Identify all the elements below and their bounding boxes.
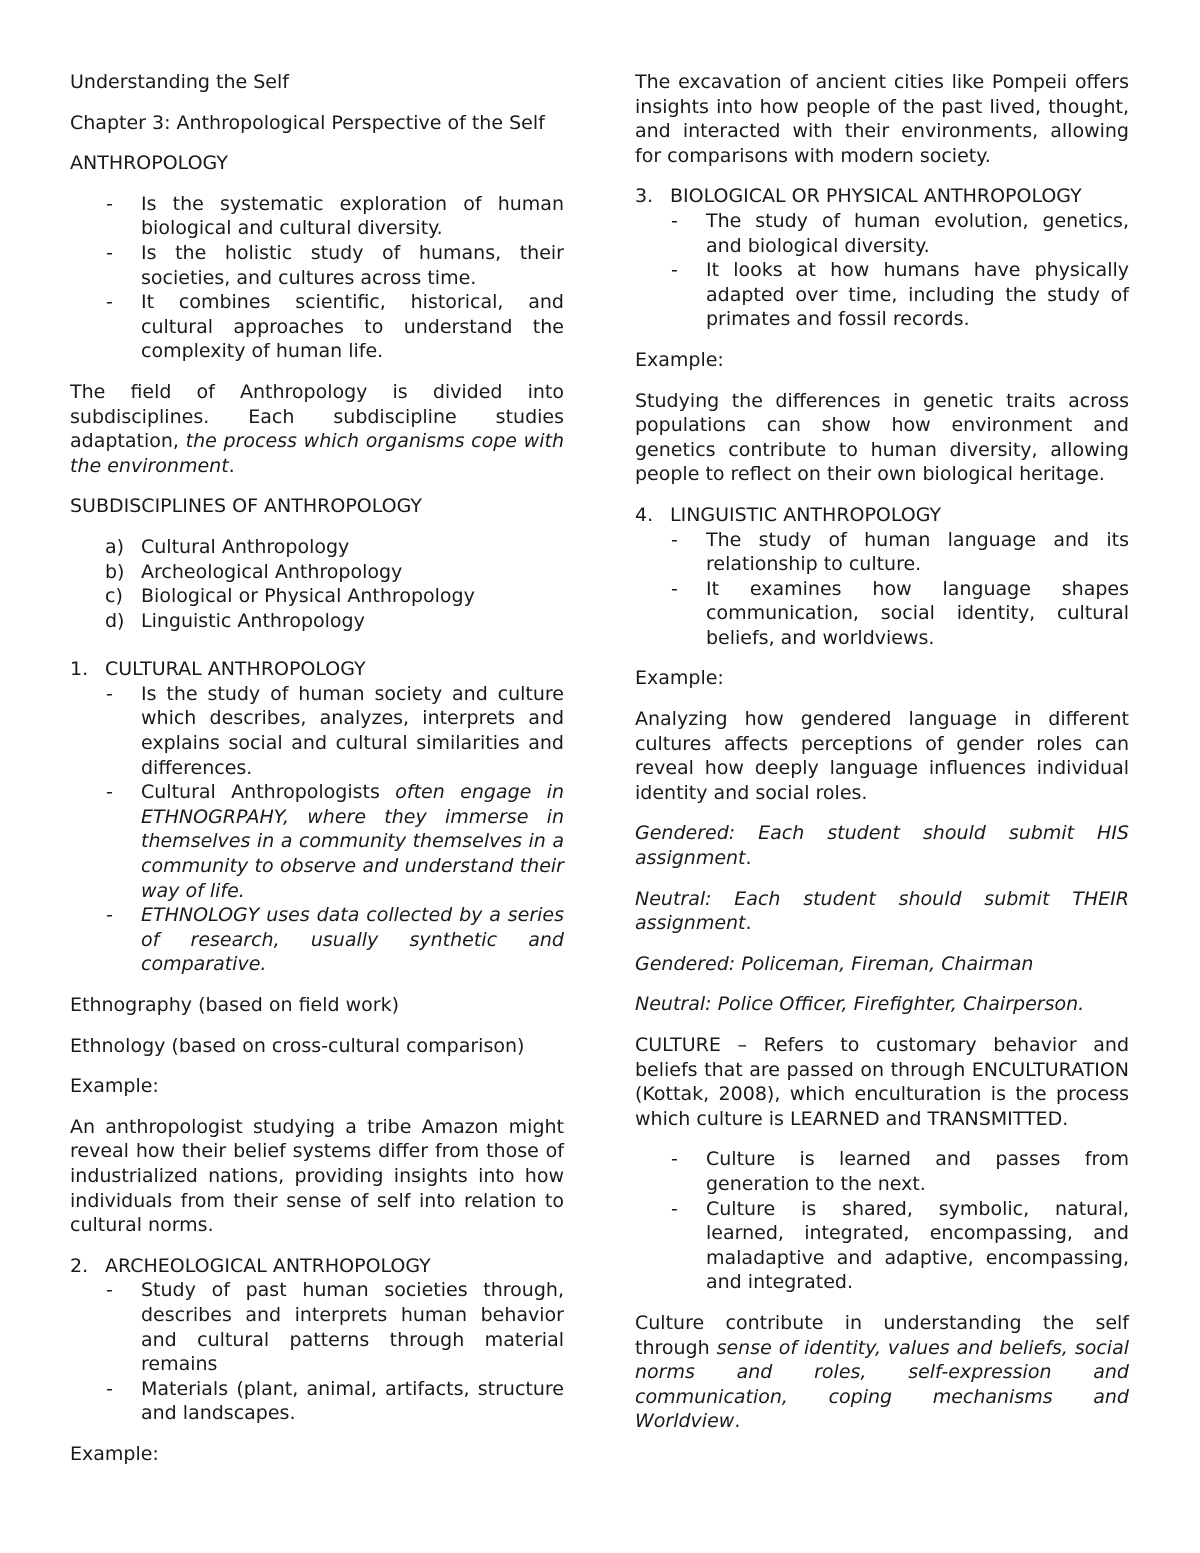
section-cultural xyxy=(70,657,564,977)
section-heading: ARCHEOLOGICAL ANTRHOPOLOGY xyxy=(105,1254,431,1277)
field-end: . xyxy=(228,454,235,477)
biological-points xyxy=(670,209,1129,332)
field-paragraph xyxy=(70,380,564,478)
ethnology-line: Ethnology (based on cross-cultural comparison) xyxy=(70,1034,525,1057)
ethnography-line: Ethnography (based on field work) xyxy=(70,994,400,1016)
list-item: - The study of human language and its relationship to culture. xyxy=(635,528,1129,577)
paragraph-end: . xyxy=(734,1410,741,1433)
example-end: . xyxy=(745,847,752,870)
section-heading: CULTURAL ANTHROPOLOGY xyxy=(105,658,366,681)
list-item: b) Archeological Anthropology xyxy=(70,560,564,585)
section-linguistic xyxy=(635,503,1129,651)
field-text: The field of Anthropology is divided into subdisciplines. Each subdiscipline studies adaptation, xyxy=(70,380,564,453)
list-item: - Study of past human societies through, describes and interprets human behavior and cultural patterns through material remains xyxy=(70,1278,564,1376)
paragraph-italic-text: sense of identity, values and beliefs, social norms and roles, self-expression and communication, coping mechanisms and Worldview xyxy=(635,1336,1129,1433)
section-heading: BIOLOGICAL OR PHYSICAL ANTHROPOLOGY xyxy=(670,185,1082,208)
section-heading: LINGUISTIC ANTHROPOLOGY xyxy=(670,503,942,526)
list-item: - Is the study of human society and culture which describes, analyzes, interprets and explains social and cultural similarities and differences. xyxy=(70,682,564,780)
example-label: Example: xyxy=(70,1075,159,1098)
example-text: Gendered: Each student should submit HIS assignment xyxy=(635,822,1129,870)
point-text: Cultural Anthropologists xyxy=(141,781,380,804)
section-number: 1. xyxy=(70,658,89,681)
list-item: - ETHNOLOGY uses data collected by a series of research, usually synthetic and comparative. xyxy=(70,903,564,977)
example-paragraph: An anthropologist studying a tribe Amazon might reveal how their belief systems differ from those of industrialized nations, providing insights into how individuals from their sense of self into relation to cultural norms. xyxy=(70,1115,564,1237)
list-item: - It looks at how humans have physically adapted over time, including the study of primates and fossil records. xyxy=(635,258,1129,332)
list-item: - Is the systematic exploration of human biological and cultural diversity. xyxy=(70,192,564,241)
culture-points xyxy=(635,1147,1129,1295)
section-item xyxy=(635,184,1129,332)
linguistic-points xyxy=(670,528,1129,651)
gendered-example-2: Gendered: Policeman, Fireman, Chairman xyxy=(635,952,1034,975)
right-column xyxy=(635,70,1129,1450)
gendered-example-1 xyxy=(635,821,1129,870)
section-item xyxy=(635,503,1129,651)
list-item: d) Linguistic Anthropology xyxy=(70,609,564,634)
list-item: - Culture is learned and passes from generation to the next. xyxy=(635,1147,1129,1196)
pompeii-paragraph: The excavation of ancient cities like Pompeii offers insights into how people of the past lived, thought, and interacted with their environments, allowing for comparisons with modern society. xyxy=(635,71,1129,167)
field-italic-text: the process which organisms cope with the environment xyxy=(70,430,564,477)
list-item: - Is the holistic study of humans, their societies, and cultures across time. xyxy=(70,241,564,290)
anthropology-definition-list xyxy=(70,192,564,364)
archeological-points xyxy=(105,1278,564,1426)
culture-definition-paragraph: CULTURE – Refers to customary behavior and beliefs that are passed on through ENCULTURATION (Kottak, 2008), which enculturation is the process which culture is LEARNED and TRANSMITTED. xyxy=(635,1034,1129,1130)
list-item: - Culture is shared, symbolic, natural, learned, integrated, encompassing, and maladaptive and adaptive, encompassing, and integrated. xyxy=(635,1197,1129,1295)
culture-self-paragraph xyxy=(635,1311,1129,1434)
example-label: Example: xyxy=(635,348,724,371)
biological-example-paragraph: Studying the differences in genetic traits across populations can show how environment and genetics contribute to human diversity, allowing people to reflect on their own biological heritage. xyxy=(635,389,1129,486)
linguistic-example-paragraph: Analyzing how gendered language in different cultures affects perceptions of gender roles can reveal how deeply language influences individual identity and social roles. xyxy=(635,708,1129,804)
list-item xyxy=(70,780,564,903)
left-column xyxy=(70,70,564,1483)
example-text: Neutral: Each student should submit THEIR assignment xyxy=(635,887,1129,935)
list-item: - Materials (plant, animal, artifacts, structure and landscapes. xyxy=(70,1377,564,1426)
section-number: 2. xyxy=(70,1254,89,1277)
example-end: . xyxy=(745,912,752,935)
example-label: Example: xyxy=(635,667,724,690)
section-number: 3. xyxy=(635,185,654,208)
neutral-example-2: Neutral: Police Officer, Firefighter, Chairperson. xyxy=(635,993,1085,1016)
anthropology-heading: ANTHROPOLOGY xyxy=(70,152,228,175)
subdisciplines-heading: SUBDISCIPLINES OF ANTHROPOLOGY xyxy=(70,495,422,518)
cultural-points xyxy=(105,682,564,977)
document-title: Understanding the Self xyxy=(70,71,289,93)
list-item: - It combines scientific, historical, and cultural approaches to understand the complexity of human life. xyxy=(70,290,564,364)
list-item: c) Biological or Physical Anthropology xyxy=(70,584,564,609)
list-item: a) Cultural Anthropology xyxy=(70,535,564,560)
list-item: - It examines how language shapes communication, social identity, cultural beliefs, and worldviews. xyxy=(635,577,1129,651)
list-item: - The study of human evolution, genetics, and biological diversity. xyxy=(635,209,1129,258)
section-item xyxy=(70,1254,564,1426)
paragraph-text: Culture contribute in understanding the self through xyxy=(635,1311,1129,1359)
subdisciplines-list xyxy=(70,535,564,633)
section-item xyxy=(70,657,564,977)
chapter-title: Chapter 3: Anthropological Perspective of the Self xyxy=(70,111,545,134)
point-italic-text: often engage in ETHNOGRPAHY, where they immerse in themselves in a community themselves in a community to observe and understand their way of life. xyxy=(141,781,565,902)
section-archeological xyxy=(70,1254,564,1426)
section-biological xyxy=(635,184,1129,332)
example-label: Example: xyxy=(70,1442,159,1465)
section-number: 4. xyxy=(635,503,654,526)
neutral-example-1 xyxy=(635,887,1129,936)
